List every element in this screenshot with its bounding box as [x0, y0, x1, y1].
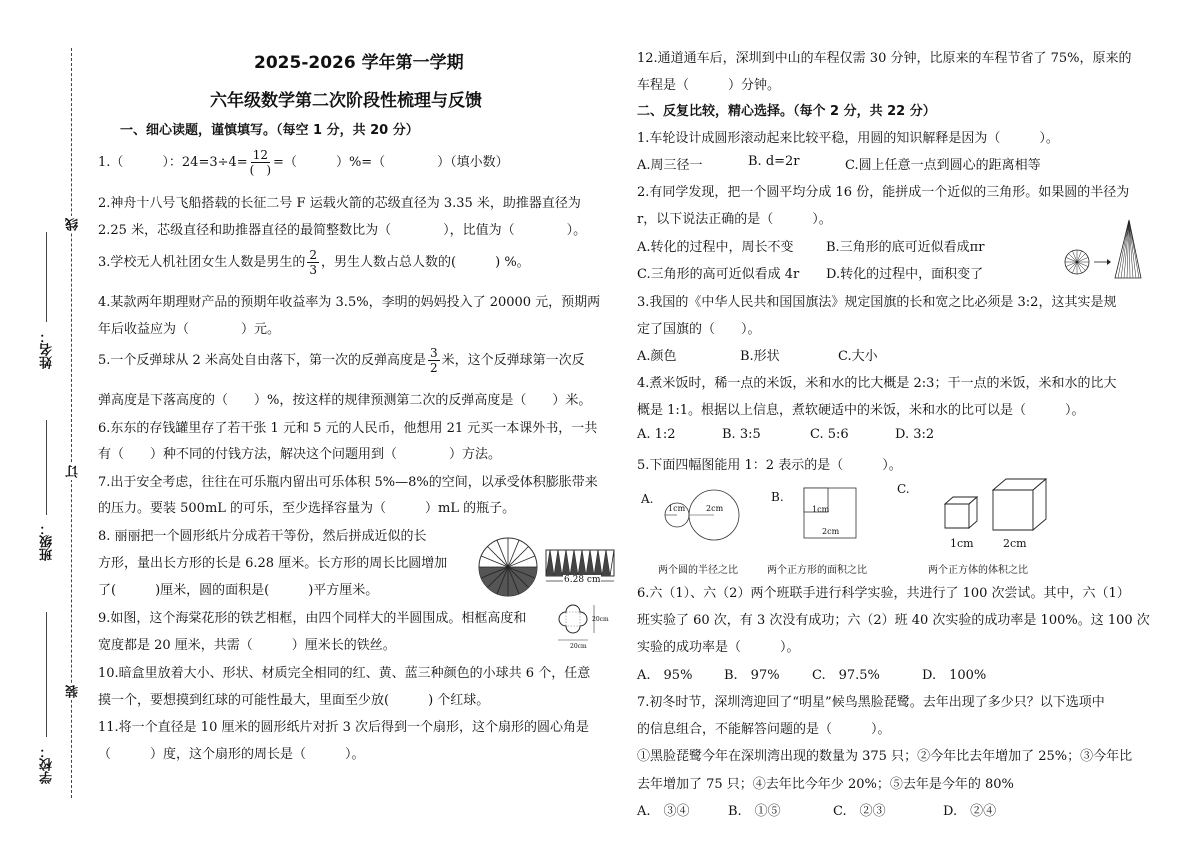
q1-frac-num: 12 — [252, 148, 268, 162]
figure-b-label: B. — [771, 490, 784, 504]
q1-fraction — [250, 148, 271, 177]
choice2-option-b: B.三角形的底可近似看成πr — [826, 240, 985, 255]
choice5-question: 5.下面四幅图能用 1：2 表示的是（ ）。 — [637, 458, 902, 473]
rectangle-length-label: 6.28 cm — [564, 575, 601, 585]
name-underline — [46, 232, 47, 322]
two-cubes-figure — [940, 476, 1052, 534]
choice7-line3: ①黑脸琵鹭今年在深圳湾出现的数量为 375 只；②今年比去年增加了 25%；③今年比 — [637, 749, 1133, 764]
question-1 — [98, 148, 509, 177]
choice2-line2: r，以下说法正确的是（ ）。 — [637, 212, 832, 227]
circle-large-radius-label: 2cm — [706, 504, 724, 513]
choice1-option-c: C.圆上任意一点到圆心的距离相等 — [845, 158, 1041, 173]
choice4-option-c: C. 5:6 — [810, 427, 849, 442]
section2-heading: 二、反复比较，精心选择。（每个 2 分，共 22 分） — [637, 104, 936, 119]
choice7-line4: 去年增加了 75 只；④去年比今年少 20%；⑤去年是今年的 80% — [637, 777, 1014, 792]
frame-height-label: 20cm — [592, 616, 609, 623]
q5-line2: 弹高度是下落高度的（ ）%，按这样的规律预测第二次的反弹高度是（ ）米。 — [98, 393, 592, 408]
cube-small-edge-label: 1cm — [950, 537, 974, 550]
q1-part-b: =（ ）%=（ ）（填小数） — [273, 155, 509, 170]
choice2-option-d: D.转化的过程中，面积变了 — [826, 267, 984, 282]
choice2-line1: 2.有同学发现，把一个圆平均分成 16 份，能拼成一个近似的三角形。如果圆的半径为 — [637, 185, 1130, 200]
circle-small-radius-label: 1cm — [668, 504, 686, 513]
q5-part-a: 5.一个反弹球从 2 米高处自由落下，第一次的反弹高度是 — [98, 353, 426, 368]
cube-large-edge-label: 2cm — [1003, 537, 1027, 550]
q12-line1: 12.通道通车后，深圳到中山的车程仅需 30 分钟，比原来的车程节省了 75%，原来的 — [637, 51, 1132, 66]
section1-heading: 一、细心读题，谨慎填写。（每空 1 分，共 20 分） — [120, 123, 419, 138]
q7-line1: 7.出于安全考虑，往往在可乐瓶内留出可乐体积 5%—8%的空间，以承受体积膨胀带来 — [98, 475, 598, 490]
choice6-option-d: D. 100% — [922, 668, 987, 683]
choice7-line1: 7.初冬时节，深圳湾迎回了“明星”候鸟黑脸琵鹭。去年出现了多少只？以下选项中 — [637, 695, 1105, 710]
exam-title: 六年级数学第二次阶段性梳理与反馈 — [210, 91, 482, 111]
choice2-option-a: A.转化的过程中，周长不变 — [637, 240, 794, 255]
q12-line2: 车程是（ ）分钟。 — [637, 78, 781, 93]
q2-line2: 2.25 米，芯级直径和助推器直径的最简整数比为（ ），比值为（ ）。 — [98, 223, 587, 238]
choice6-line3: 实验的成功率是（ ）。 — [637, 640, 800, 655]
choice1-question: 1.车轮设计成圆形滚动起来比较平稳，用圆的知识解释是因为（ ）。 — [637, 131, 1059, 146]
choice3-option-a: A.颜色 — [637, 349, 677, 364]
q8-line3: 了( )厘米，圆的面积是( )平方厘米。 — [98, 583, 379, 598]
two-circles-figure — [652, 486, 744, 544]
choice3-option-c: C.大小 — [838, 349, 878, 364]
choice4-option-a: A. 1:2 — [637, 427, 676, 442]
q1-part-a: 1.（ ）：24=3÷4= — [98, 155, 248, 170]
choice3-option-b: B.形状 — [740, 349, 780, 364]
q4-line2: 年后收益应为（ ）元。 — [98, 322, 281, 337]
choice7-option-c: C. ②③ — [833, 804, 886, 819]
choice3-line2: 定了国旗的（ ）。 — [637, 322, 761, 337]
q3-frac-den: 3 — [309, 263, 318, 277]
circle-sectors-figure — [477, 536, 539, 598]
q4-line1: 4.某款两年期理财产品的预期年收益率为 3.5%，李明的妈妈投入了 20000 元，预期两 — [98, 295, 601, 310]
q5-fraction — [428, 346, 440, 375]
choice6-option-c: C. 97.5% — [812, 668, 880, 683]
q6-line1: 6.东东的存钱罐里存了若干张 1 元和 5 元的人民币，他想用 21 元买一本课外书，一共 — [98, 421, 598, 436]
square-large-side-label: 2cm — [822, 527, 840, 536]
begonia-frame-figure — [552, 600, 602, 646]
binding-mark-ding: 订 — [66, 465, 81, 478]
school-underline — [46, 612, 47, 737]
choice7-option-a: A. ③④ — [637, 804, 690, 819]
figure-c-label: C. — [897, 482, 910, 496]
frame-width-label: 20cm — [570, 643, 587, 650]
binding-mark-zhuang: 装 — [66, 685, 81, 698]
q3-frac-num: 2 — [309, 248, 318, 262]
choice2-option-c: C.三角形的高可近似看成 4r — [637, 267, 800, 282]
choice7-option-d: D. ②④ — [943, 804, 997, 819]
q6-line2: 有（ ）种不同的付钱方法，解决这个问题用到（ ）方法。 — [98, 447, 502, 462]
choice1-option-b: B. d=2r — [748, 154, 800, 169]
class-underline — [46, 420, 47, 515]
square-small-side-label: 1cm — [812, 505, 830, 514]
q10-line1: 10.暗盒里放着大小、形状、材质完全相同的红、黄、蓝三种颜色的小球共 6 个，任意 — [98, 666, 591, 681]
exam-title-term: 2025-2026 学年第一学期 — [254, 53, 464, 73]
q3-part-a: 3.学校无人机社团女生人数是男生的 — [98, 255, 306, 270]
circle-to-triangle-figure — [1063, 218, 1143, 280]
q8-line2: 方形，量出长方形的长是 6.28 厘米。长方形的周长比圆增加 — [98, 556, 448, 571]
choice4-option-d: D. 3:2 — [895, 427, 935, 442]
choice6-line1: 6.六（1）、六（2）两个班联手进行科学实验，共进行了 100 次尝试。其中，六（1） — [637, 586, 1130, 601]
q2-line1: 2.神舟十八号飞船搭载的长征二号 F 运载火箭的芯级直径为 3.35 米，助推器直径为 — [98, 196, 581, 211]
q5-frac-num: 3 — [429, 346, 438, 360]
figure-a-label: A. — [641, 492, 654, 506]
q7-line2: 的压力。要装 500mL 的可乐，至少选择容量为（ ）mL 的瓶子。 — [98, 501, 516, 516]
q8-line1: 8. 丽丽把一个圆形纸片分成若干等份，然后拼成近似的长 — [98, 529, 427, 544]
school-label: 学校： — [40, 745, 55, 784]
figure-c-caption: 两个正方体的体积之比 — [928, 565, 1028, 576]
class-label: 班级： — [40, 522, 55, 561]
choice4-line1: 4.煮米饭时，稀一点的米饭，米和水的比大概是 2:3；干一点的米饭，米和水的比大 — [637, 376, 1117, 391]
choice4-line2: 概是 1:1。根据以上信息，煮软硬适中的米饭，米和水的比可以是（ ）。 — [637, 403, 1085, 418]
q11-line1: 11.将一个直径是 10 厘米的圆形纸片对折 3 次后得到一个扇形，这个扇形的圆心角是 — [98, 720, 590, 735]
figure-a-caption: 两个圆的半径之比 — [658, 565, 738, 576]
name-label: 姓名： — [40, 330, 55, 369]
choice7-option-b: B. ①⑤ — [728, 804, 781, 819]
q3-part-b: ，男生人数占总人数的( ) %。 — [321, 255, 530, 270]
q9-line2: 宽度都是 20 厘米，共需（ ）厘米长的铁丝。 — [98, 638, 396, 653]
choice1-option-a: A.周三径一 — [637, 158, 703, 173]
choice4-option-b: B. 3:5 — [722, 427, 761, 442]
question-5 — [98, 346, 585, 375]
q5-frac-den: 2 — [429, 361, 438, 375]
figure-b-caption: 两个正方形的面积之比 — [767, 565, 867, 576]
question-3 — [98, 248, 530, 277]
choice6-option-b: B. 97% — [724, 668, 780, 683]
q10-line2: 摸一个，要想摸到红球的可能性最大，里面至少放( ) 个红球。 — [98, 693, 490, 708]
q11-line2: （ ）度，这个扇形的周长是（ ）。 — [98, 747, 365, 762]
binding-mark-xian: 线 — [66, 218, 81, 231]
choice6-option-a: A. 95% — [637, 668, 693, 683]
q9-line1: 9.如图，这个海棠花形的铁艺相框，由四个同样大的半圆围成。相框高度和 — [98, 611, 527, 626]
q1-frac-den: ( ) — [249, 163, 272, 177]
q5-part-b: 米，这个反弹球第一次反 — [441, 353, 585, 368]
q3-fraction — [307, 248, 319, 277]
choice7-line2: 的信息组合，不能解答问题的是（ ）。 — [637, 722, 891, 737]
choice6-line2: 班实验了 60 次，有 3 次没有成功；六（2）班 40 次实验的成功率是 100%。这 100 次 — [637, 613, 1150, 628]
choice3-line1: 3.我国的《中华人民共和国国旗法》规定国旗的长和宽之比必须是 3:2，这其实是规 — [637, 295, 1117, 310]
